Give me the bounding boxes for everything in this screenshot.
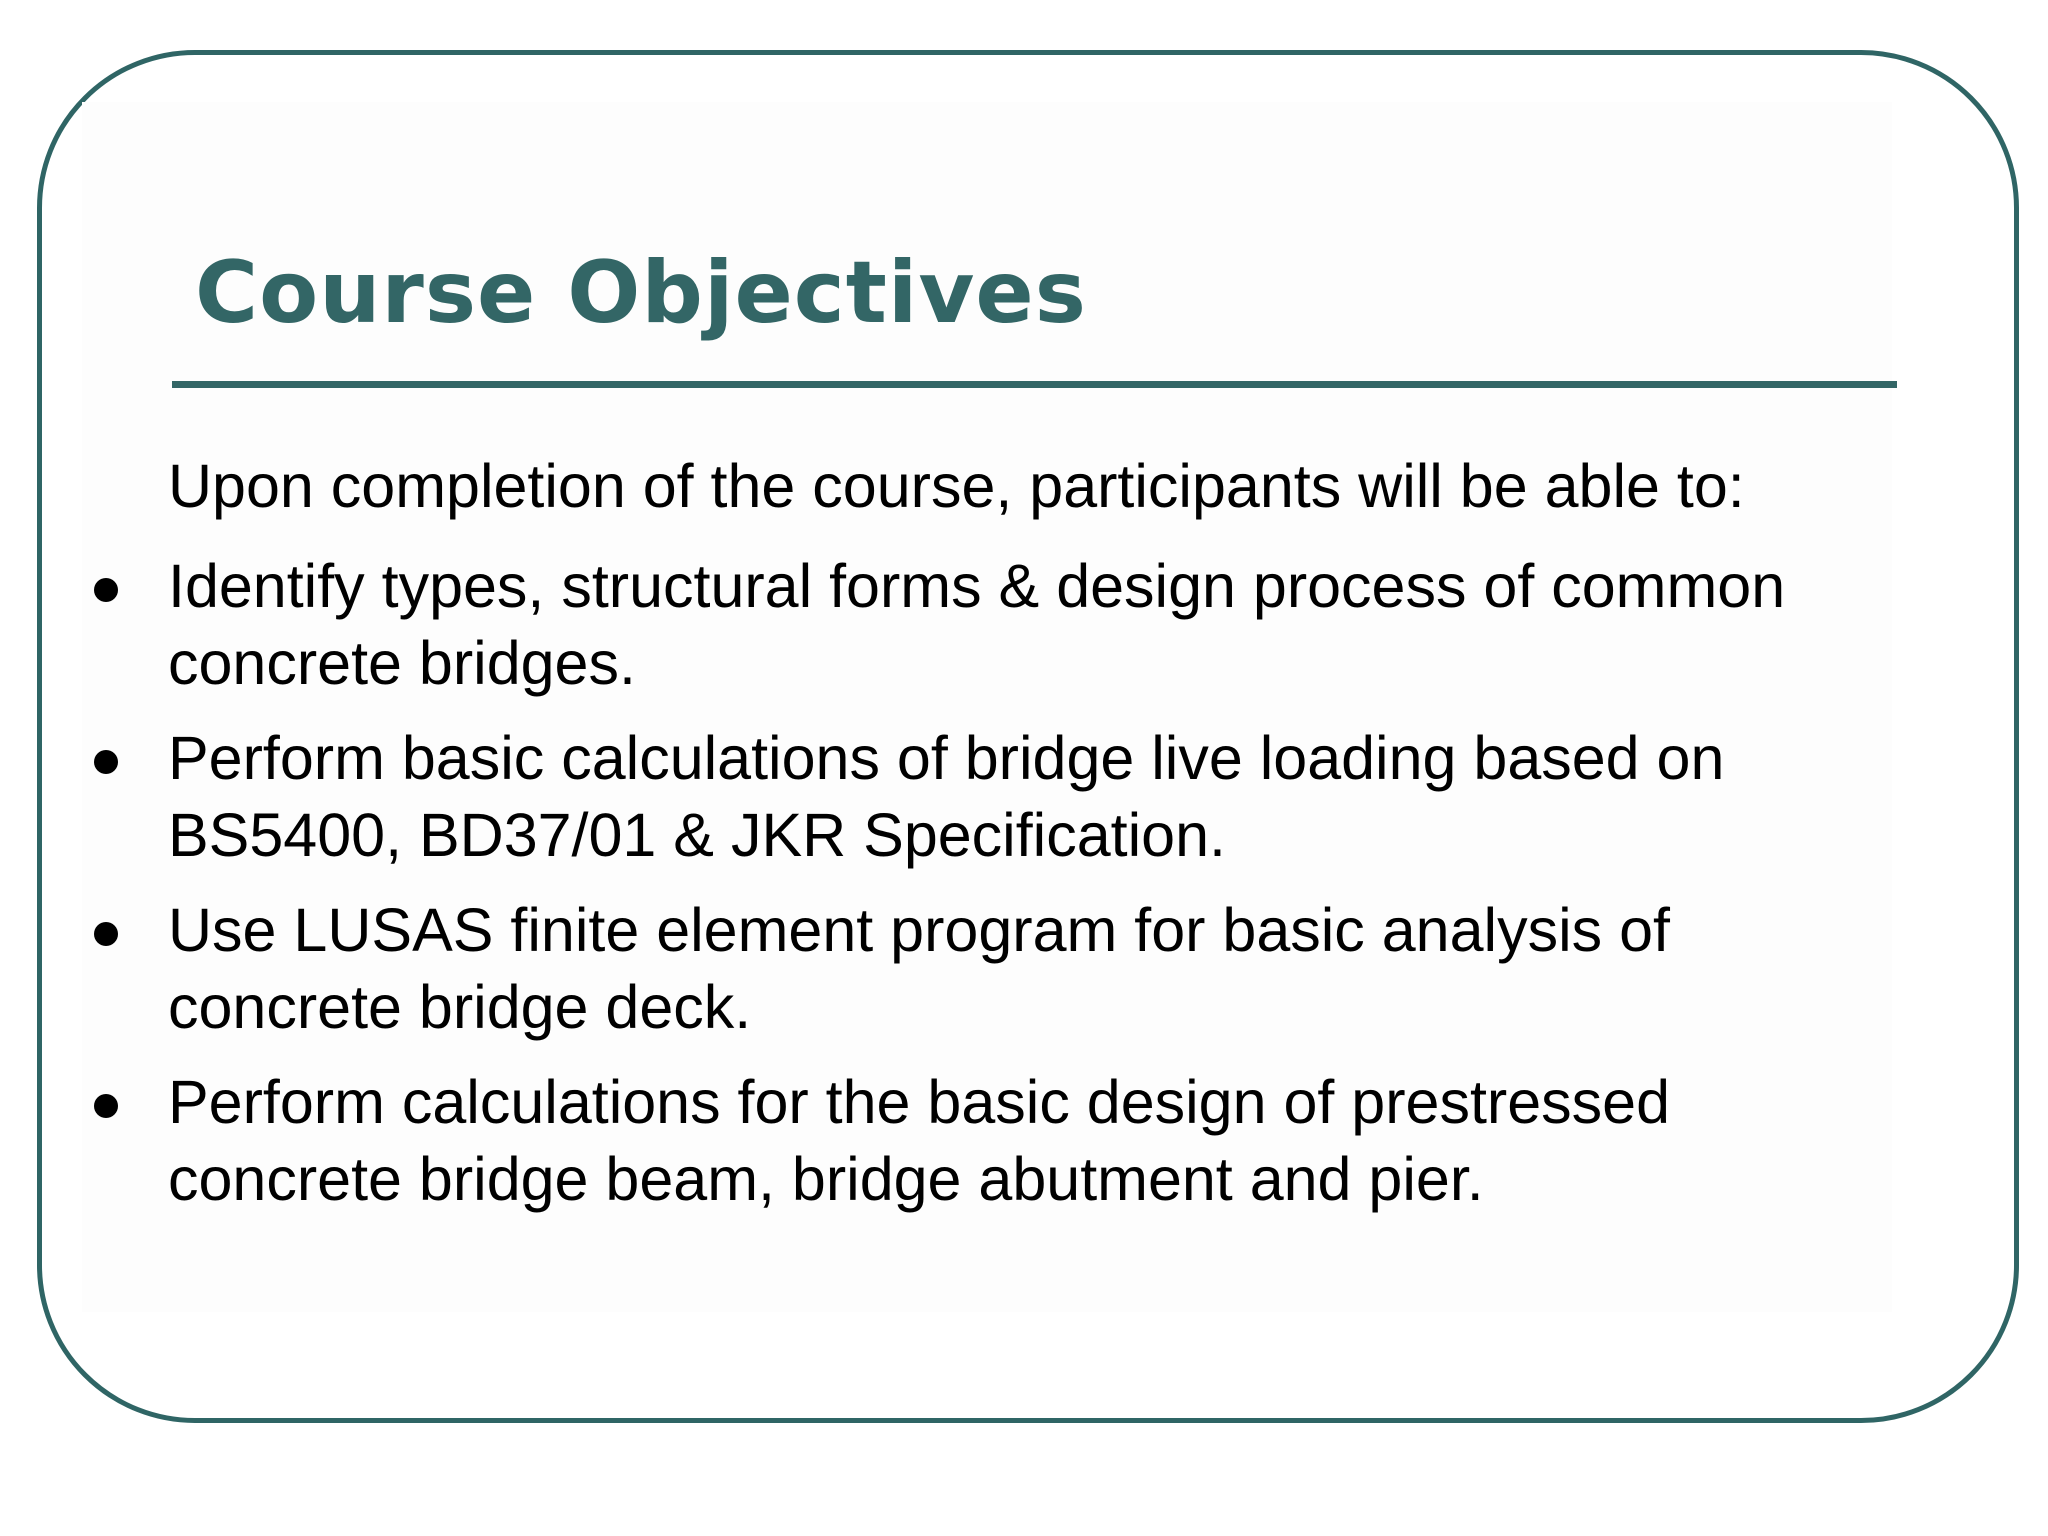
objective-line-1: Perform calculations for the basic design of prestressed: [168, 1068, 1671, 1136]
title-underline: [172, 381, 1897, 388]
objective-line-2: BS5400, BD37/01 & JKR Specification.: [168, 801, 1226, 869]
objectives-list: [0, 548, 2048, 1236]
objective-line-1: Use LUSAS finite element program for basic analysis of: [168, 896, 1670, 964]
objective-line-2: concrete bridge beam, bridge abutment and pier.: [168, 1145, 1484, 1213]
objective-line-2: concrete bridge deck.: [168, 973, 752, 1041]
intro-text: Upon completion of the course, participants will be able to:: [168, 452, 1745, 520]
bullet-dot-icon: [94, 750, 118, 774]
bullet-dot-icon: [94, 578, 118, 602]
bullet-dot-icon: [94, 922, 118, 946]
objective-line-2: concrete bridges.: [168, 629, 636, 697]
objective-item: [0, 548, 2048, 702]
slide-title: Course Objectives: [195, 243, 1087, 343]
objective-item: [0, 892, 2048, 1046]
objective-item: [0, 1064, 2048, 1218]
objective-item: [0, 720, 2048, 874]
objective-line-1: Perform basic calculations of bridge live loading based on: [168, 724, 1725, 792]
bullet-dot-icon: [94, 1094, 118, 1118]
objective-line-1: Identify types, structural forms & design process of common: [168, 552, 1786, 620]
